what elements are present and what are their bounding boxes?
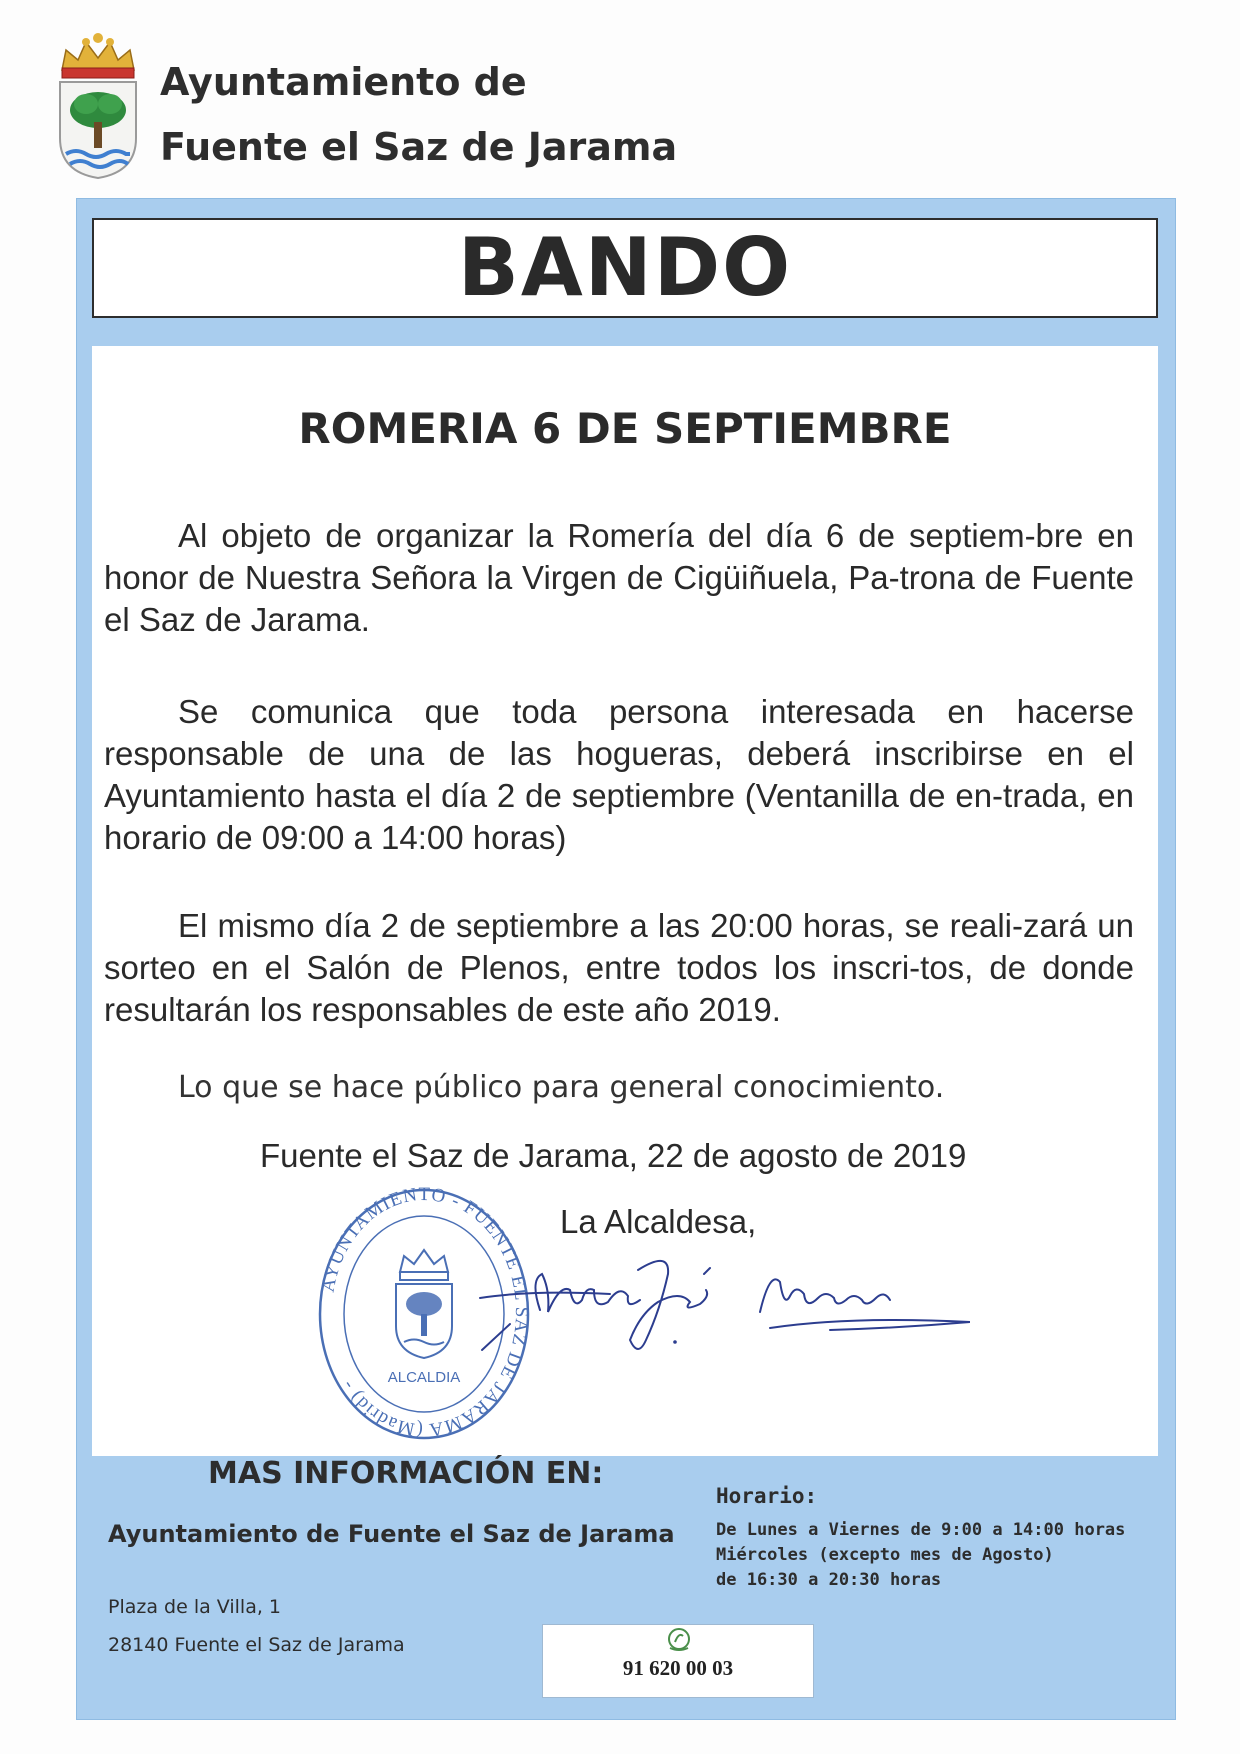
hours-line-1: De Lunes a Viernes de 9:00 a 14:00 horas	[716, 1520, 1126, 1540]
seal-center-text: ALCALDIA	[387, 1369, 461, 1386]
hours-line-2: Miércoles (excepto mes de Agosto)	[716, 1545, 1054, 1565]
address-line-1: Plaza de la Villa, 1	[108, 1596, 282, 1618]
phone-icon	[666, 1626, 692, 1652]
address-line-2: 28140 Fuente el Saz de Jarama	[108, 1634, 405, 1656]
info-org-name: Ayuntamiento de Fuente el Saz de Jarama	[108, 1520, 675, 1548]
place-date: Fuente el Saz de Jarama, 22 de agosto de 2019	[260, 1137, 967, 1174]
notice-subtitle: ROMERIA 6 DE SEPTIEMBRE	[298, 404, 952, 453]
signature	[470, 1250, 970, 1360]
org-name-line1: Ayuntamiento de	[160, 60, 527, 104]
hours-title: Horario:	[716, 1484, 818, 1508]
hours-line-3: de 16:30 a 20:30 horas	[716, 1570, 942, 1590]
paragraph-1: Al objeto de organizar la Romería del día 6 de septiem-bre en honor de Nuestra Señora la Virgen de Cigüiñuela, Pa-trona de Fuente el Saz de Jarama.	[104, 517, 1134, 638]
notice-title: BANDO	[457, 221, 793, 314]
seal-ring-text: AYUNTAMIENTO - FUENTE EL SAZ DE JARAMA (Madrid) -	[317, 1186, 532, 1441]
org-name-line2: Fuente el Saz de Jarama	[160, 125, 678, 169]
info-heading: MAS INFORMACIÓN EN:	[208, 1456, 604, 1491]
closing-text: Lo que se hace público para general conocimiento.	[178, 1070, 945, 1105]
signer-title: La Alcaldesa,	[560, 1203, 757, 1240]
paragraph-3: El mismo día 2 de septiembre a las 20:00 horas, se reali-zará un sorteo en el Salón de Plenos, entre todos los inscri-tos, de donde resultarán los responsables de este año 2019.	[104, 907, 1134, 1028]
phone-number[interactable]: 91 620 00 03	[622, 1656, 734, 1680]
paragraph-2: Se comunica que toda persona interesada en hacerse responsable de una de las hogueras, deberá inscribirse en el Ayuntamiento hasta el día 2 de septiembre (Ventanilla de en-trada, en horario de 09:00 a 14:00 horas)	[104, 693, 1134, 856]
crest-icon	[52, 30, 144, 180]
